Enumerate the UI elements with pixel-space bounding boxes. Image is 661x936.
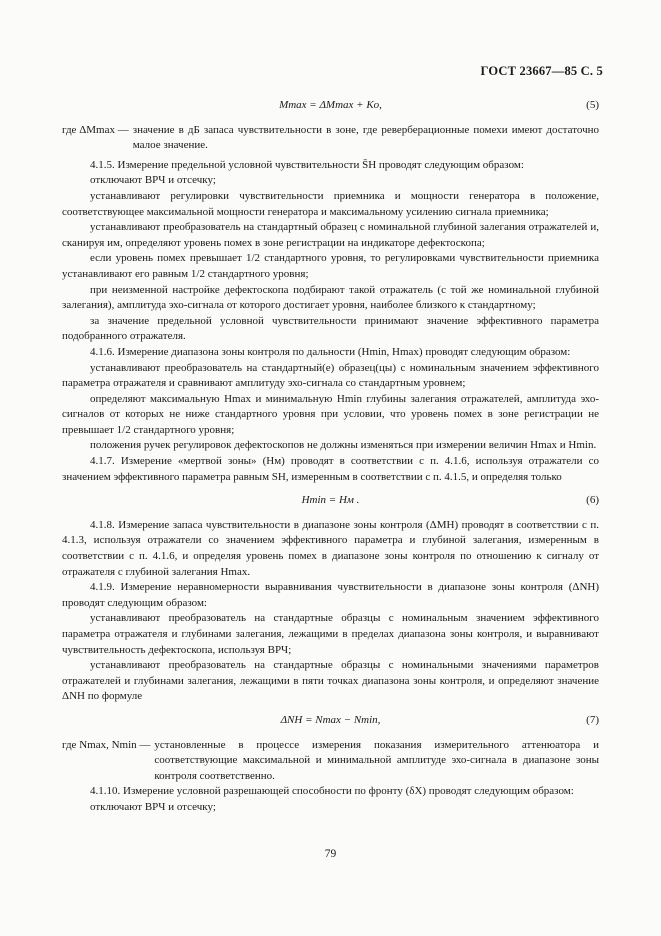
formula-6 xyxy=(62,493,599,509)
clause-4-1-9: 4.1.9. Измерение неравномерности выравнивания чувствительности в диапазоне зоны контроля (ΔNH) проводят следующим образом: xyxy=(62,581,599,609)
paragraph: устанавливают преобразователь на стандартный образец с номинальной глубиной залегания отражателей и, сканируя им, определяют уровень помех в зоне регистрации на индикаторе дефектоскопа; xyxy=(62,221,599,249)
legend-lead: где Nmax, Nmin — xyxy=(62,738,151,751)
formula-5-number: (5) xyxy=(586,99,599,111)
formula-5-text: Mmax = ΔMmax + Kо, xyxy=(279,99,382,111)
formula-7 xyxy=(62,713,599,729)
paragraph: при неизменной настройке дефектоскопа подбирают такой отражатель (с той же номинальной глубиной залегания), амплитуда эхо-сигнала от которого достигает уровня, наиболее близкого к стандартному; xyxy=(62,283,599,312)
document-body xyxy=(62,90,599,816)
legend-text: значение в дБ запаса чувствительности в зоне, где реверберационные помехи имеют достаточно малое значение. xyxy=(132,123,599,152)
paragraph: устанавливают регулировки чувствительности приемника и мощности генератора в положение, соответствующее максимальной мощности генератора и максимальному усилению сигнала приемника; xyxy=(62,189,599,218)
formula-6-text: Hmin = Hм . xyxy=(301,494,360,507)
clause-4-1-5: 4.1.5. Измерение предельной условной чувствительности S̄H проводят следующим образом: xyxy=(90,158,524,171)
formula-7-text: ΔNH = Nmax − Nmin, xyxy=(280,713,381,726)
formula-6-number: (6) xyxy=(586,494,599,507)
formula-7-number: (7) xyxy=(586,713,599,726)
legend-lead: где ΔMmax — xyxy=(62,123,129,136)
clause-4-1-6: 4.1.6. Измерение диапазона зоны контроля по дальности (Hmin, Hmax) проводят следующим образом: xyxy=(90,345,571,358)
legend-text: установленные в процессе измерения показания измерительного аттенюатора и соответствующие максимальной и минимальной амплитуде эхо-сигнала в диапазоне зоны контроля соответственно. xyxy=(154,738,599,782)
paragraph: если уровень помех превышает 1/2 стандартного уровня, то регулировками чувствительности приемника устанавливают его равным 1/2 стандартного уровня; xyxy=(62,252,599,280)
paragraph: устанавливают преобразователь на стандартные образцы с номинальными значениями параметров отражателей и глубинами залегания, лежащими в пяти точках диапазона зоны контроля, и определяют значение ΔNH по формуле xyxy=(62,659,599,703)
formula-7-legend xyxy=(62,738,599,785)
formula-5 xyxy=(62,98,599,114)
clause-4-1-10: 4.1.10. Измерение условной разрешающей способности по фронту (δX) проводят следующим образом: xyxy=(90,785,574,798)
paragraph: за значение предельной условной чувствительности принимают значение эффективного параметра подобранного отражателя. xyxy=(62,314,599,343)
page-header: ГОСТ 23667—85 С. 5 xyxy=(480,64,603,78)
clause-4-1-8: 4.1.8. Измерение запаса чувствительности в диапазоне зоны контроля (ΔMH) проводят в соответствии с п. 4.1.3, используя отражатели со значением эффективного параметра и глубиной залегания, измеренным в соответствии с п. 4.1.6, и определяя уровень помех в диапазоне зоны контроля по отношению к сигналу от отражателя с глубиной залегания Hmax. xyxy=(62,518,599,578)
paragraph: определяют максимальную Hmax и минимальную Hmin глубины залегания отражателей, амплитуда эхо-сигналов от которых не ниже стандартного уровня при условии, что уровень помех в зоне регистрации не превышает 1/2 стандартного уровня; xyxy=(62,392,599,436)
paragraph: отключают ВРЧ и отсечку; xyxy=(90,174,216,187)
paragraph: устанавливают преобразователь на стандартные образцы с номинальным значением эффективного параметра отражателя и глубинами залегания, лежащими в пределах диапазона зоны контроля, и выравнивают чувствительность дефектоскопа, используя ВРЧ; xyxy=(62,612,599,656)
page-number: 79 xyxy=(324,848,337,860)
formula-5-legend xyxy=(62,123,599,154)
clause-4-1-7: 4.1.7. Измерение «мертвой зоны» (Hм) проводят в соответствии с п. 4.1.6, используя отражатели со значением эффективного параметра равным SH, измеренным в соответствии с п. 4.1.5, и определяя только xyxy=(62,455,599,483)
paragraph: устанавливают преобразователь на стандартный(е) образец(цы) с номинальным значением эффективного параметра отражателя и сравнивают амплитуду эхо-сигнала со стандартным уровнем; xyxy=(62,361,599,390)
paragraph: отключают ВРЧ и отсечку; xyxy=(90,800,216,813)
paragraph: положения ручек регулировок дефектоскопов не должны изменяться при измерении величин Hmax и Hmin. xyxy=(90,439,597,452)
